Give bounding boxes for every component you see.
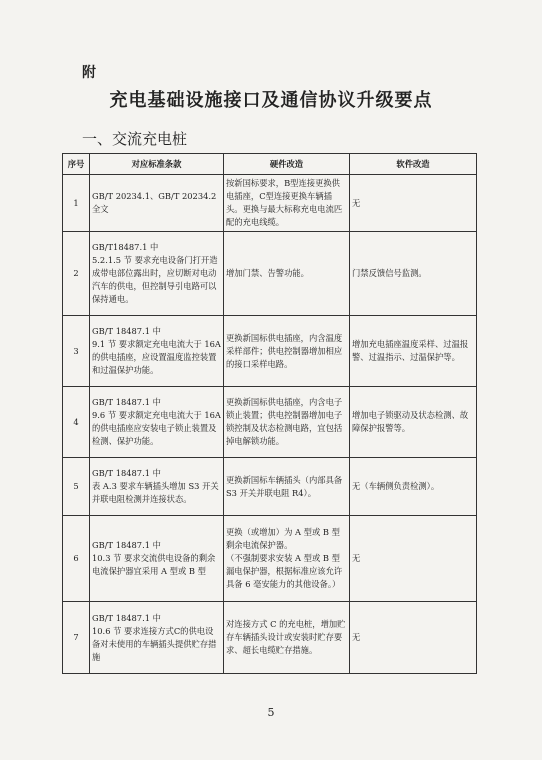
table-row [63,232,477,316]
table-row [63,175,477,232]
header-software: 软件改造 [350,154,477,175]
row-number: 4 [63,387,90,458]
row-number: 1 [63,175,90,232]
annex-label: 附 [82,65,96,81]
hardware-change: 更换新国标供电插座，内含电子锁止装置；供电控制器增加电子锁控制及状态检测电路，宜包括掉电解锁功能。 [224,387,350,458]
standard-clause: GB/T 18487.1 中 10.3 节 要求交流供电设备的剩余电流保护器宜采用 A 型或 B 型 [90,516,224,602]
table-row [63,387,477,458]
row-number: 5 [63,458,90,516]
page-number: 5 [267,706,275,719]
table-row [63,316,477,387]
standard-clause: GB/T 18487.1 中 表 A.3 要求车辆插头增加 S3 开关并联电阻检测并连接状态。 [90,458,224,516]
software-change: 门禁反馈信号监测。 [350,232,477,316]
software-change: 无 [350,516,477,602]
hardware-change: 更换（或增加）为 A 型或 B 型剩余电流保护器。 （不强制要求安装 A 型或 B 型漏电保护器，根据标准应该允许具备 6 毫安能力的其他设备。） [224,516,350,602]
hardware-change: 按新国标要求，B型连接更换供电插座，C型连接更换车辆插头。更换与最大标称充电电流匹配的充电线缆。 [224,175,350,232]
table-header-row [63,154,477,175]
hardware-change: 增加门禁、告警功能。 [224,232,350,316]
software-change: 无 [350,175,477,232]
table-row [63,516,477,602]
header-no: 序号 [63,154,90,175]
standard-clause: GB/T18487.1 中 5.2.1.5 节 要求充电设备门打开造成带电部位露出时，应切断对电动汽车的供电，但控制导引电路可以保持通电。 [90,232,224,316]
upgrade-requirements-table [62,153,477,674]
table-row [63,458,477,516]
section-heading: 一、交流充电桩 [82,130,188,148]
row-number: 3 [63,316,90,387]
software-change: 无（车辆侧负责检测）。 [350,458,477,516]
page-title: 充电基础设施接口及通信协议升级要点 [109,90,433,111]
row-number: 7 [63,602,90,674]
software-change: 增加充电插座温度采样、过温报警、过温指示、过温保护等。 [350,316,477,387]
software-change: 无 [350,602,477,674]
standard-clause: GB/T 18487.1 中 10.6 节 要求连接方式C的供电设备对未使用的车辆插头提供贮存措施 [90,602,224,674]
software-change: 增加电子锁驱动及状态检测、故障保护报警等。 [350,387,477,458]
hardware-change: 更换新国标供电插座，内含温度采样部件；供电控制器增加相应的接口采样电路。 [224,316,350,387]
hardware-change: 更换新国标车辆插头（内部具备 S3 开关并联电阻 R4）。 [224,458,350,516]
row-number: 2 [63,232,90,316]
table-row [63,602,477,674]
header-standard: 对应标准条款 [90,154,224,175]
standard-clause: GB/T 18487.1 中 9.1 节 要求额定充电电流大于 16A 的供电插座，应设置温度监控装置和过温保护功能。 [90,316,224,387]
header-hardware: 硬件改造 [224,154,350,175]
standard-clause: GB/T 20234.1、GB/T 20234.2 全文 [90,175,224,232]
row-number: 6 [63,516,90,602]
standard-clause: GB/T 18487.1 中 9.6 节 要求额定充电电流大于 16A 的供电插座应安装电子锁止装置及检测、保护功能。 [90,387,224,458]
hardware-change: 对连接方式 C 的充电桩，增加贮存车辆插头设计或安装时贮存要求、超长电缆贮存措施。 [224,602,350,674]
